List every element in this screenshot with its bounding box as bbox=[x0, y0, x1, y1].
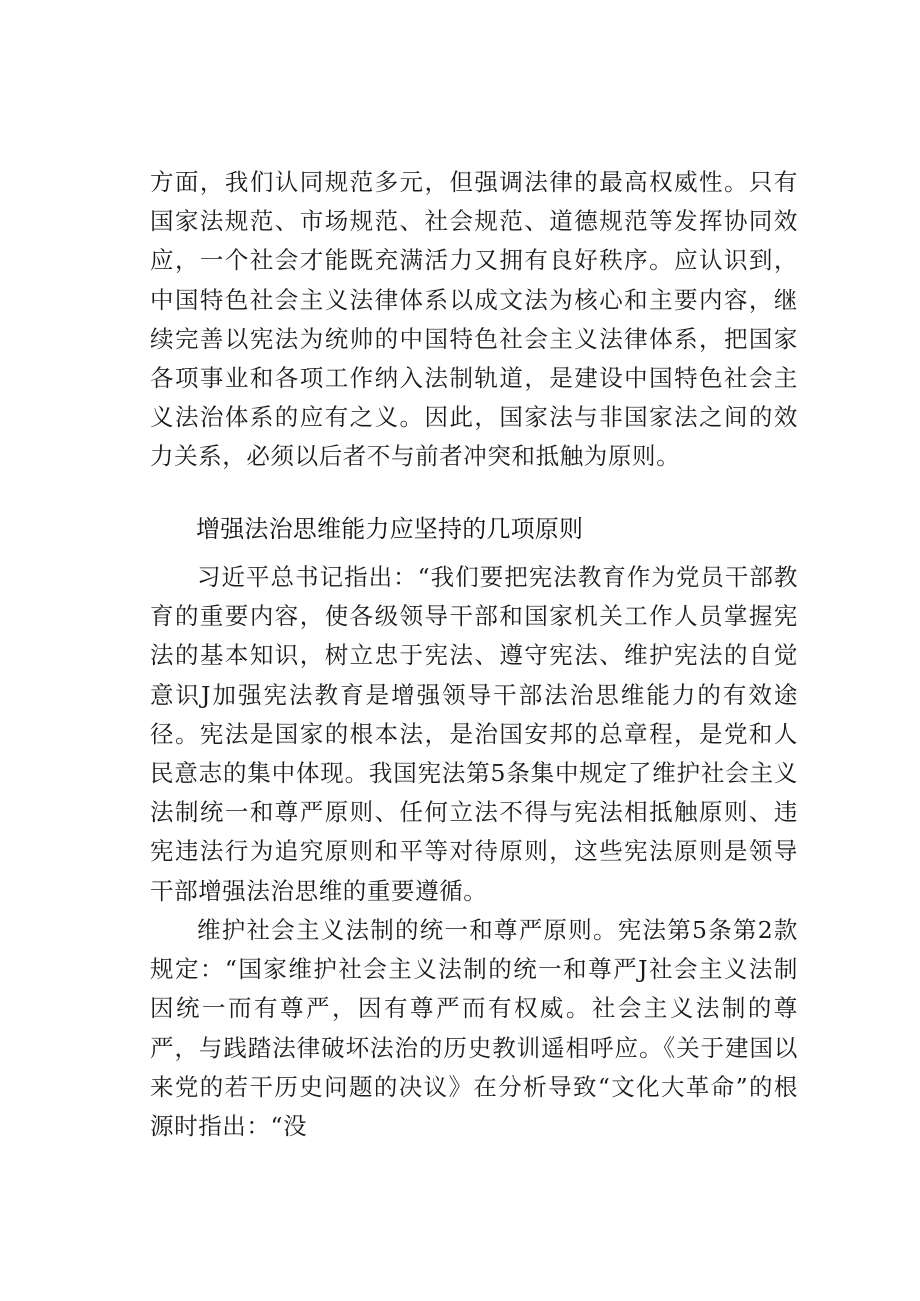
paragraph-text: 维护社会主义法制的统一和尊严原则。宪法第5条第2款规定：“国家维护社会主义法制的统一和尊严J社会主义法制因统一而有尊严，因有尊严而有权威。社会主义法制的尊严，与践踏法律破坏法治的历史教训遥相呼应。《关于建国以来党的若干历史问题的决议》在分析导致“文化大革命”的根源时指出：“没 bbox=[150, 916, 798, 1141]
paragraph-text: 习近平总书记指出：“我们要把宪法教育作为党员干部教育的重要内容，使各级领导干部和国家机关工作人员掌握宪法的基本知识，树立忠于宪法、遵守宪法、维护宪法的自觉意识J加强宪法教育是增强领导干部法治思维能力的有效途径。宪法是国家的根本法，是治国安邦的总章程，是党和人民意志的集中体现。我国宪法第5条集中规定了维护社会主义法制统一和尊严原则、任何立法不得与宪法相抵触原则、违宪违法行为追究原则和平等对待原则，这些宪法原则是领导干部增强法治思维的重要遵循。 bbox=[150, 563, 798, 905]
body-paragraph bbox=[150, 558, 798, 911]
body-paragraph bbox=[150, 163, 798, 477]
body-paragraph bbox=[150, 911, 798, 1146]
paragraph-text: 方面，我们认同规范多元，但强调法律的最高权威性。只有国家法规范、市场规范、社会规范、道德规范等发挥协同效应，一个社会才能既充满活力又拥有良好秩序。应认识到，中国特色社会主义法律体系以成文法为核心和主要内容，继续完善以宪法为统帅的中国特色社会主义法律体系，把国家各项事业和各项工作纳入法制轨道，是建设中国特色社会主义法治体系的应有之义。因此，国家法与非国家法之间的效力关系，必须以后者不与前者冲突和抵触为原则。 bbox=[150, 168, 798, 471]
section-heading: 增强法治思维能力应坚持的几项原则 bbox=[196, 515, 584, 543]
